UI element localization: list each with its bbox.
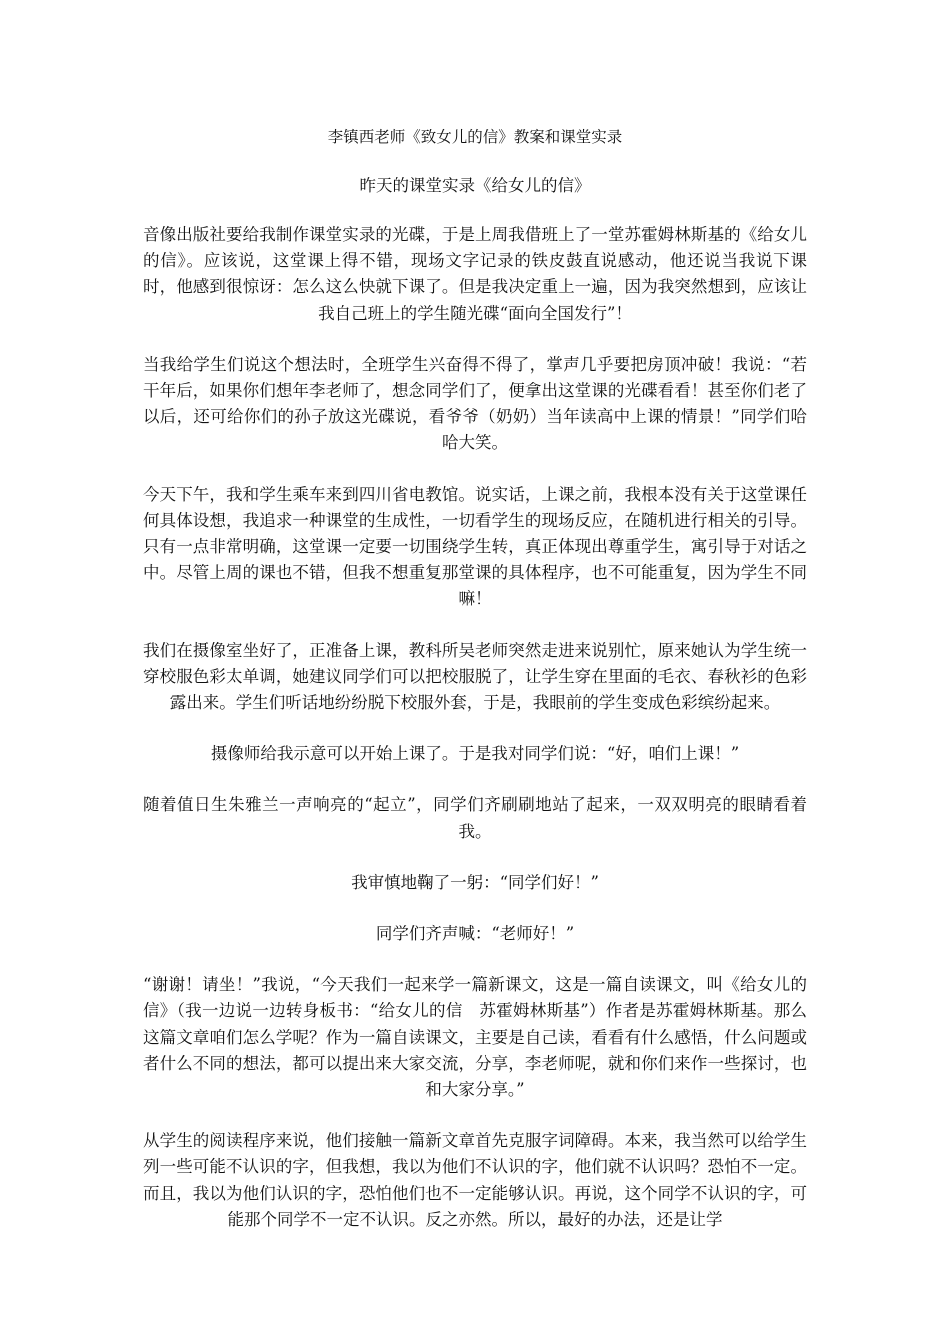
paragraph-7: 我审慎地鞠了一躬：“同学们好！” xyxy=(351,872,599,892)
paragraph-10: 从学生的阅读程序来说，他们接触一篇新文章首先克服字词障碍。本来，我当然可以给学生列一些可能不认识的字，但我想，我以为他们不认识的字，他们就不认识吗？恐怕不一定。而且，我以为他们认识的字，恐怕他们也不一定能够认识。再说，这个同学不认识的字，可能那个同学不一定不认识。反之亦然。所以，最好的办法，还是让学 xyxy=(143,1131,807,1229)
paragraph-9: “谢谢！请坐！”我说，“今天我们一起来学一篇新课文，这是一篇自读课文，叫《给女儿的信》（我一边说一边转身板书：“给女儿的信 苏霍姆林斯基”）作者是苏霍姆林斯基。那么这篇文章咱们怎么学呢？作为一篇自读课文，主要是自己读，看看有什么感悟，什么问题或者什么不同的想法，都可以提出来大家交流，分享，李老师呢，就和你们来作一些探讨，也和大家分享。” xyxy=(143,975,807,1100)
paragraph-5: 摄像师给我示意可以开始上课了。于是我对同学们说：“好，咱们上课！” xyxy=(210,744,740,764)
paragraph-1: 音像出版社要给我制作课堂实录的光碟，于是上周我借班上了一堂苏霍姆林斯基的《给女儿的信》。应该说，这堂课上得不错，现场文字记录的铁皮鼓直说感动，他还说当我说下课时，他感到很惊讶：怎么这么快就下课了。但是我决定重上一遍，因为我突然想到，应该让我自己班上的学生随光碟“面向全国发行”！ xyxy=(143,225,807,323)
paragraph-6: 随着值日生朱雅兰一声响亮的“起立”，同学们齐刷刷地站了起来，一双双明亮的眼睛看着我。 xyxy=(143,795,807,841)
paragraph-4: 我们在摄像室坐好了，正准备上课，教科所吴老师突然走进来说别忙，原来她认为学生统一穿校服色彩太单调，她建议同学们可以把校服脱了，让学生穿在里面的毛衣、春秋衫的色彩露出来。学生们听话地纷纷脱下校服外套，于是，我眼前的学生变成色彩缤纷起来。 xyxy=(143,640,807,713)
paragraph-8: 同学们齐声喊：“老师好！” xyxy=(375,924,575,944)
document-subtitle: 昨天的课堂实录《给女儿的信》 xyxy=(359,176,591,195)
document-title: 李镇西老师《致女儿的信》教案和课堂实录 xyxy=(327,128,623,146)
document-body xyxy=(143,124,807,1233)
paragraph-3: 今天下午，我和学生乘车来到四川省电教馆。说实话，上课之前，我根本没有关于这堂课任何具体设想，我追求一种课堂的生成性，一切看学生的现场反应，在随机进行相关的引导。只有一点非常明确，这堂课一定要一切围绕学生转，真正体现出尊重学生，寓引导于对话之中。尽管上周的课也不错，但我不想重复那堂课的具体程序，也不可能重复，因为学生不同嘛！ xyxy=(143,484,807,609)
paragraph-2: 当我给学生们说这个想法时，全班学生兴奋得不得了，掌声几乎要把房顶冲破！我说：“若干年后，如果你们想年李老师了，想念同学们了，便拿出这堂课的光碟看看！甚至你们老了以后，还可给你们的孙子放这光碟说，看爷爷（奶奶）当年读高中上课的情景！”同学们哈哈大笑。 xyxy=(143,354,807,453)
